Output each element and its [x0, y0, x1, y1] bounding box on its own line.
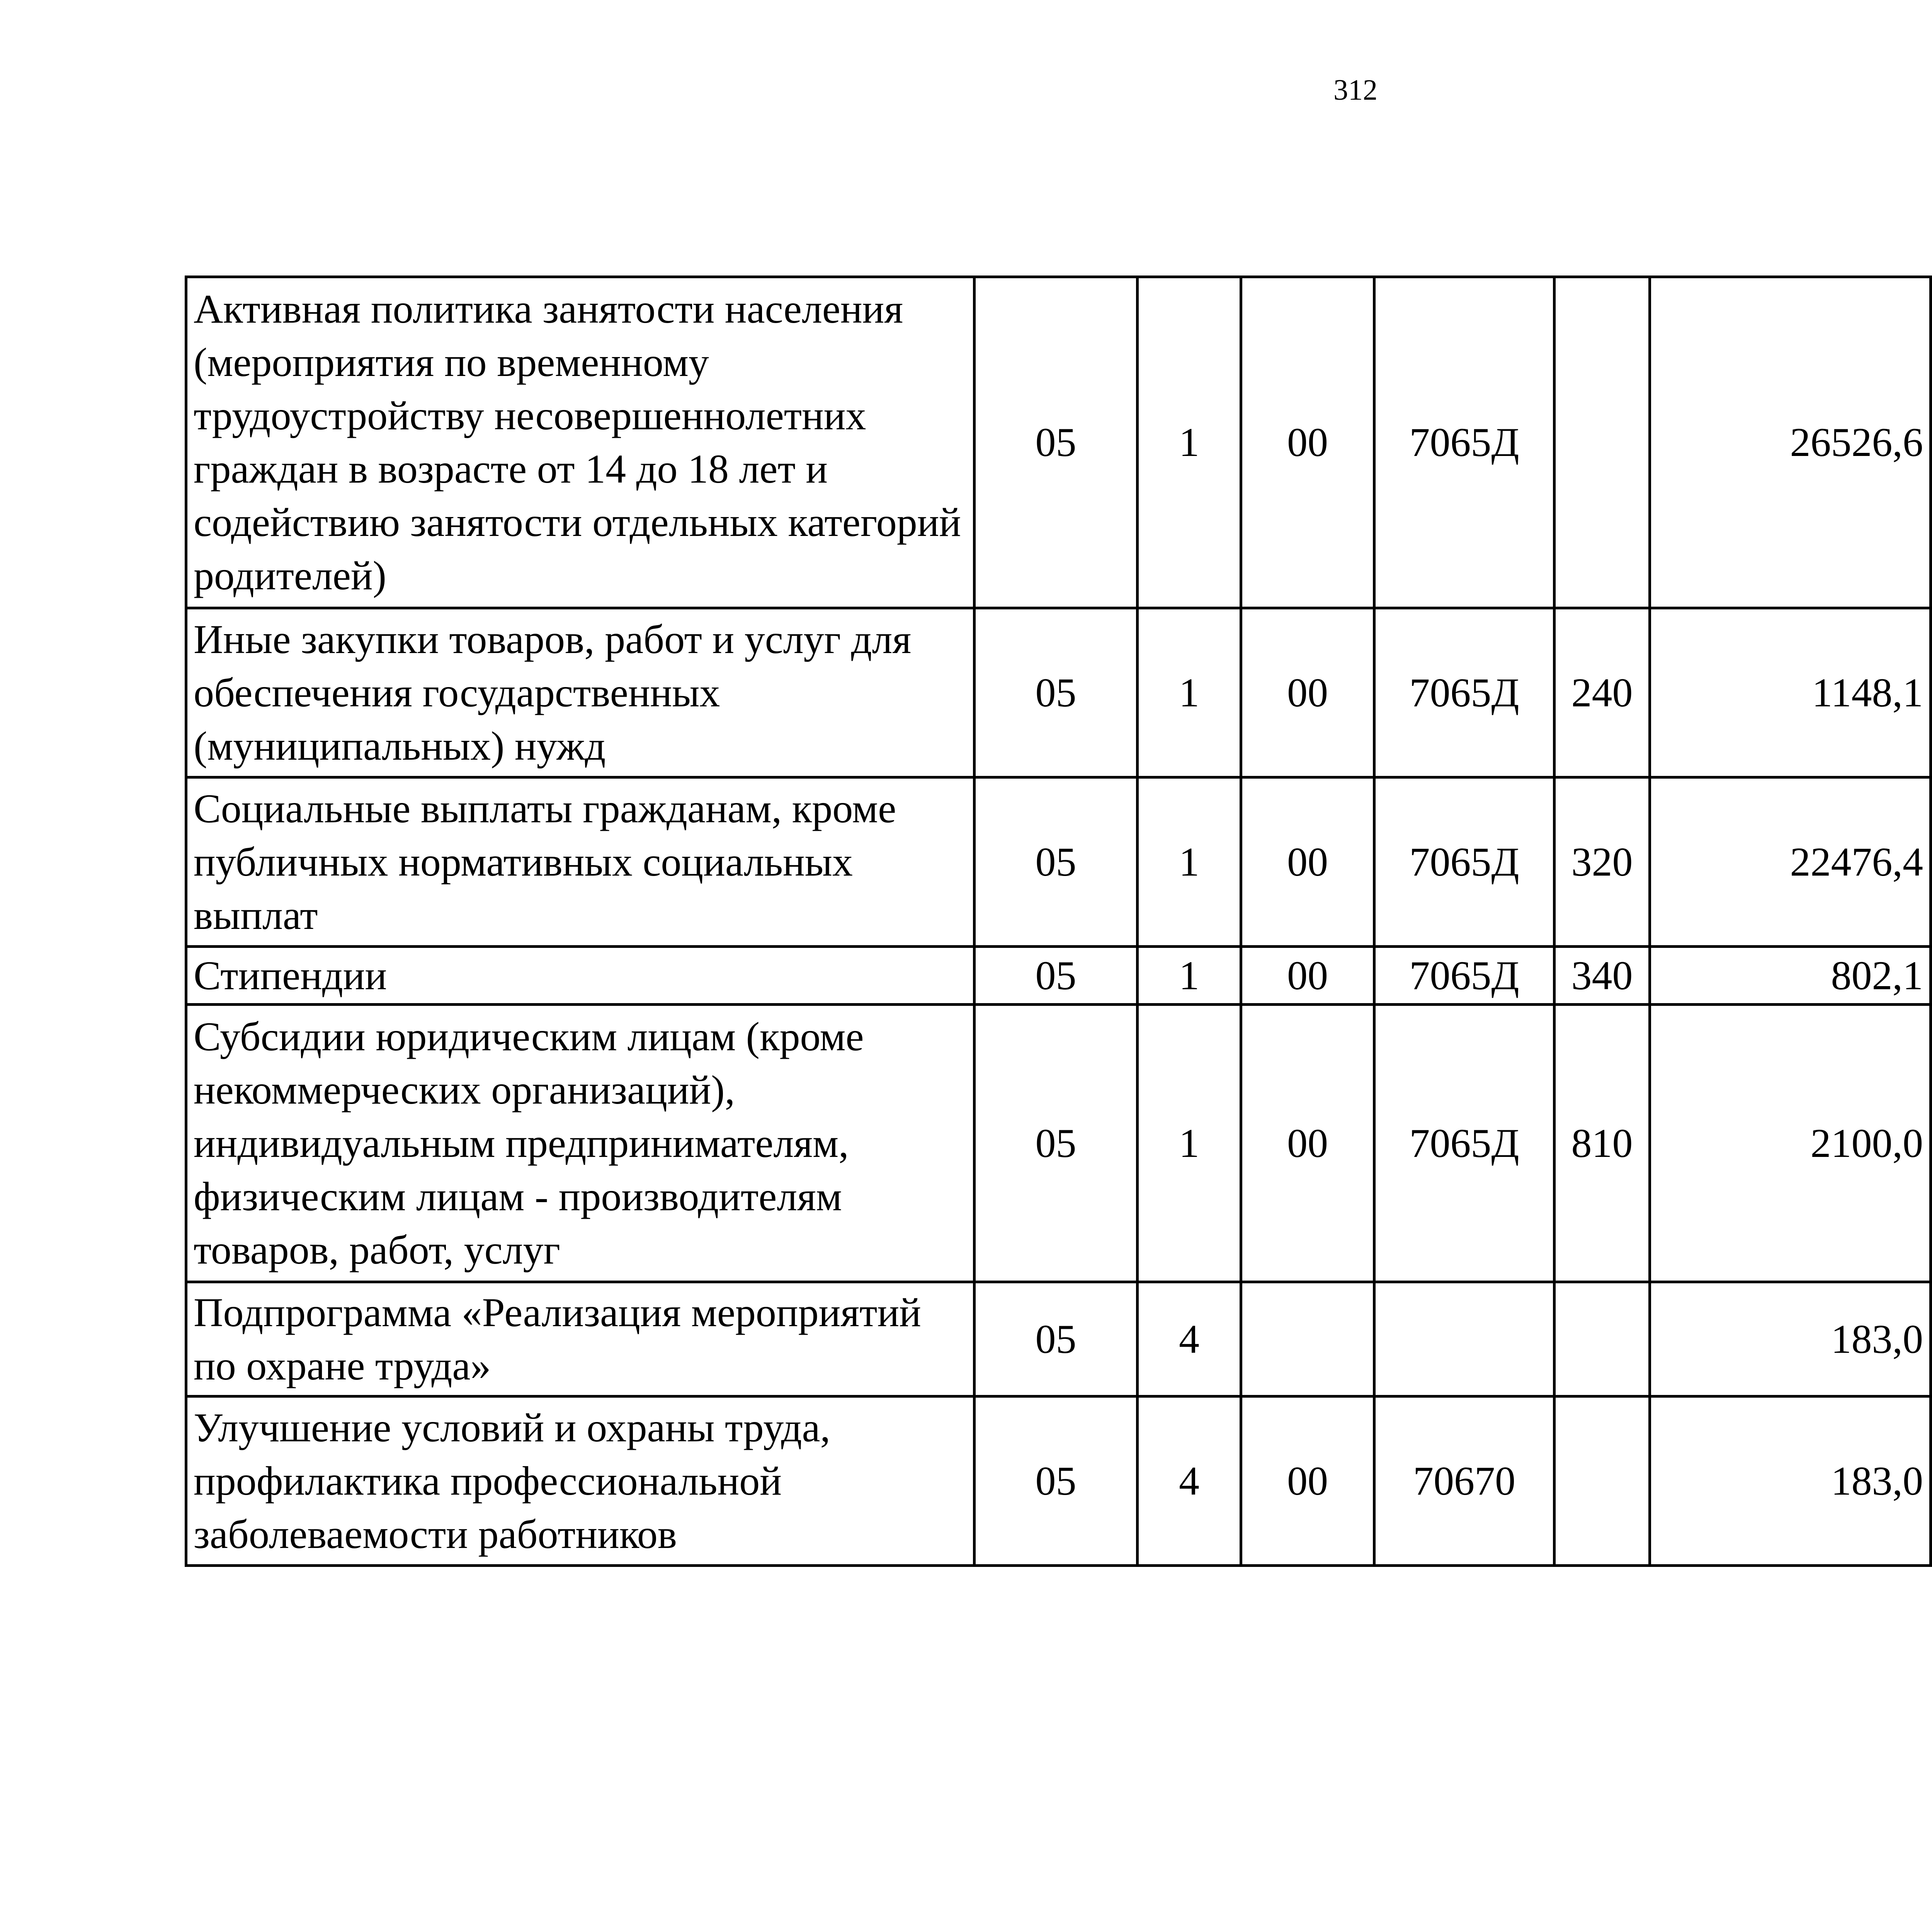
- row-name: Субсидии юридическим лицам (кроме некоммерческих организаций), индивидуальным предпринимателям, физическим лицам - производителям товаров, работ, услуг: [186, 1005, 975, 1282]
- row-name: Активная политика занятости населения (мероприятия по временному трудоустройству несовершеннолетних граждан в возрасте от 14 до 18 лет и содействию занятости отдельных категорий родителей): [186, 277, 975, 608]
- target-article-code: 7065Д: [1374, 947, 1554, 1005]
- subprogram-code: 4: [1138, 1282, 1241, 1397]
- table-row: [186, 777, 1932, 947]
- subsection-code: 00: [1241, 277, 1374, 608]
- subprogram-code: 1: [1138, 947, 1241, 1005]
- target-article-code: [1374, 1282, 1554, 1397]
- subprogram-code: 1: [1138, 277, 1241, 608]
- amount-2: [1931, 1282, 1932, 1397]
- amount-2: [1931, 1005, 1932, 1282]
- target-article-code: 7065Д: [1374, 1005, 1554, 1282]
- amount-1: 183,0: [1650, 1397, 1931, 1566]
- subprogram-code: 4: [1138, 1397, 1241, 1566]
- expense-type-code: 320: [1554, 777, 1650, 947]
- table-row: [186, 1005, 1932, 1282]
- subprogram-code: 1: [1138, 777, 1241, 947]
- target-article-code: 70670: [1374, 1397, 1554, 1566]
- page-number: 312: [1333, 74, 1378, 106]
- subsection-code: [1241, 1282, 1374, 1397]
- expense-type-code: 810: [1554, 1005, 1650, 1282]
- target-article-code: 7065Д: [1374, 608, 1554, 777]
- amount-2: [1931, 277, 1932, 608]
- expense-type-code: [1554, 1282, 1650, 1397]
- subsection-code: 00: [1241, 947, 1374, 1005]
- section-code: 05: [975, 777, 1138, 947]
- table-row: [186, 277, 1932, 608]
- row-name: Социальные выплаты гражданам, кроме публичных нормативных социальных выплат: [186, 777, 975, 947]
- section-code: 05: [975, 277, 1138, 608]
- row-name: Подпрограмма «Реализация мероприятий по охране труда»: [186, 1282, 975, 1397]
- amount-1: 802,1: [1650, 947, 1931, 1005]
- section-code: 05: [975, 1005, 1138, 1282]
- section-code: 05: [975, 1282, 1138, 1397]
- amount-1: 1148,1: [1650, 608, 1931, 777]
- amount-1: 22476,4: [1650, 777, 1931, 947]
- table-row: [186, 947, 1932, 1005]
- table-row: [186, 1282, 1932, 1397]
- amount-1: 183,0: [1650, 1282, 1931, 1397]
- table-row: [186, 608, 1932, 777]
- amount-2: [1931, 947, 1932, 1005]
- subprogram-code: 1: [1138, 608, 1241, 777]
- amount-2: [1931, 1397, 1932, 1566]
- subsection-code: 00: [1241, 777, 1374, 947]
- target-article-code: 7065Д: [1374, 777, 1554, 947]
- subsection-code: 00: [1241, 608, 1374, 777]
- row-name: Стипендии: [186, 947, 975, 1005]
- row-name: Улучшение условий и охраны труда, профилактика профессиональной заболеваемости работников: [186, 1397, 975, 1566]
- budget-table: [185, 276, 1932, 1567]
- target-article-code: 7065Д: [1374, 277, 1554, 608]
- section-code: 05: [975, 608, 1138, 777]
- amount-2: [1931, 777, 1932, 947]
- expense-type-code: 240: [1554, 608, 1650, 777]
- subsection-code: 00: [1241, 1397, 1374, 1566]
- section-code: 05: [975, 1397, 1138, 1566]
- expense-type-code: [1554, 277, 1650, 608]
- expense-type-code: 340: [1554, 947, 1650, 1005]
- subprogram-code: 1: [1138, 1005, 1241, 1282]
- amount-2: [1931, 608, 1932, 777]
- amount-1: 2100,0: [1650, 1005, 1931, 1282]
- subsection-code: 00: [1241, 1005, 1374, 1282]
- row-name: Иные закупки товаров, работ и услуг для обеспечения государственных (муниципальных) нужд: [186, 608, 975, 777]
- section-code: 05: [975, 947, 1138, 1005]
- expense-type-code: [1554, 1397, 1650, 1566]
- table-row: [186, 1397, 1932, 1566]
- amount-1: 26526,6: [1650, 277, 1931, 608]
